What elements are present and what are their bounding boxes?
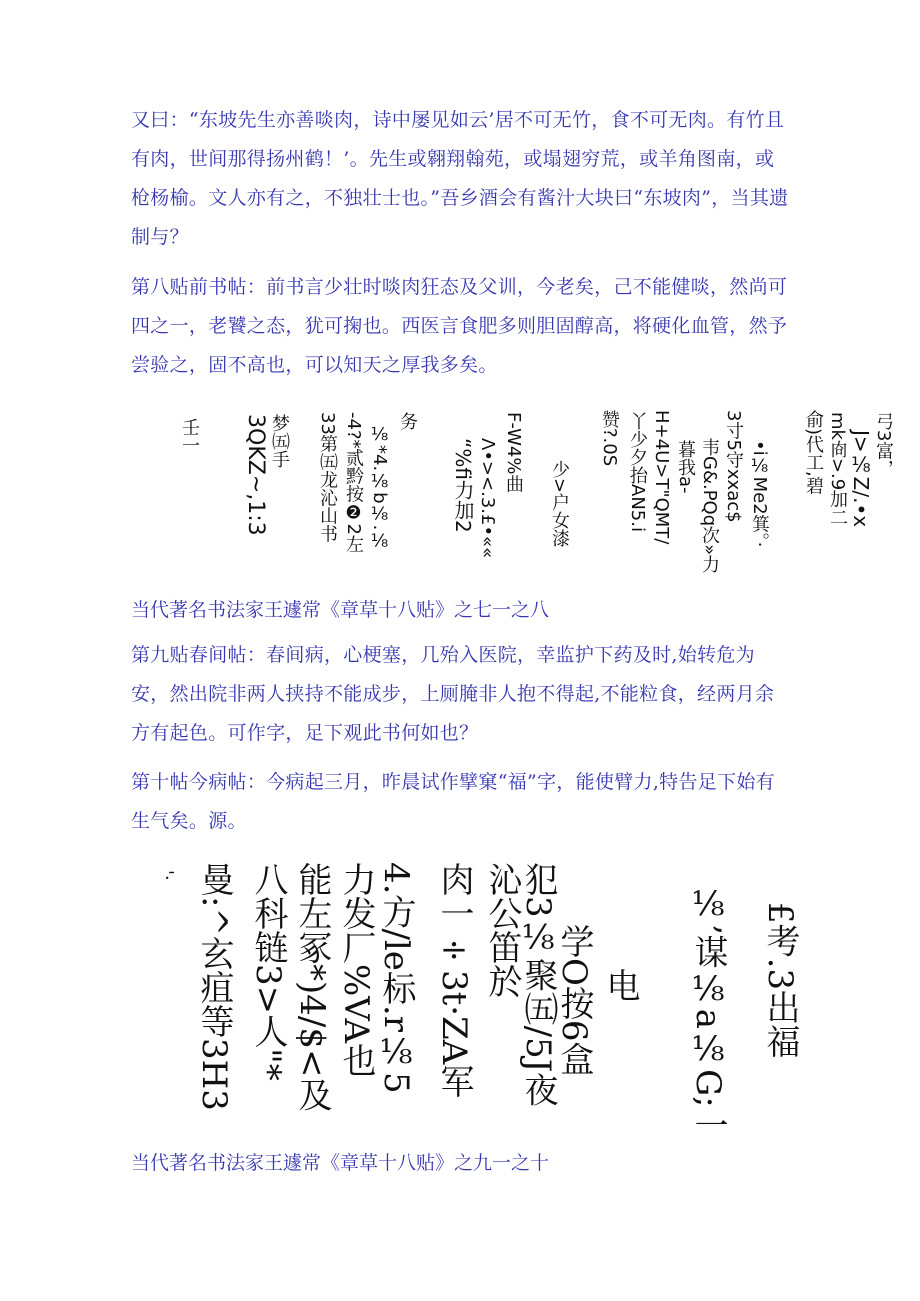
calligraphy-image-1 bbox=[0, 410, 920, 580]
calligraphy-column: •i⅛Me2箕。· bbox=[749, 440, 770, 548]
calligraphy-column: 肉一÷3t·ZA军 bbox=[434, 862, 474, 1099]
calligraphy-column: 少>户女漆 bbox=[549, 460, 570, 548]
calligraphy-column: 沁公笛於 bbox=[482, 862, 522, 998]
calligraphy-column: 壬一 bbox=[179, 418, 200, 454]
calligraphy-column: 梦㈤手 bbox=[269, 414, 290, 468]
calligraphy-column: 俞)代工,碧 bbox=[803, 410, 824, 495]
calligraphy-column: 电 bbox=[600, 968, 640, 1002]
calligraphy-column: 赞?.0S bbox=[599, 410, 620, 467]
calligraphy-column: 弓3富， bbox=[873, 412, 894, 478]
calligraphy-column: 暮我a- bbox=[675, 440, 696, 494]
calligraphy-column: 八科链3>人"* bbox=[248, 862, 288, 1081]
calligraphy-column: Λ•><.3.£•«« bbox=[477, 438, 498, 559]
calligraphy-column: 韦G&.PQq次»力 bbox=[699, 438, 720, 574]
caption-1: 当代著名书法家王遽常《章草十八贴》之七一之八 bbox=[131, 599, 550, 621]
calligraphy-column: 力发厂%VA也 bbox=[336, 862, 376, 1078]
calligraphy-column: 曼:^玄疽等3H3 bbox=[194, 862, 234, 1111]
paragraph-2: 第八贴前书帖：前书言少壮时啖肉狂态及父训，今老矣，己不能健啖，然尚可四之一，老饕之态，犹可掬也。西医言食肥多则胆固醇高，将硬化血管，然予尝验之，固不高也，可以知天之厚我多矣。 bbox=[131, 276, 788, 376]
calligraphy-column: 33第㈤龙沁山书 bbox=[317, 412, 338, 543]
calligraphy-column: H+4U>T"QMT/ bbox=[651, 410, 672, 545]
calligraphy-column: ⅛’谋⅛a⅛G;一 bbox=[688, 884, 728, 1142]
calligraphy-column: 学O按6盒 bbox=[554, 924, 594, 1076]
calligraphy-column: 3QKZ~,1:3 bbox=[243, 414, 268, 536]
calligraphy-column: 犯3⅛聚㈤/5J夜 bbox=[518, 862, 558, 1107]
calligraphy-column: £考.3出福 bbox=[760, 902, 800, 1059]
calligraphy-column: ⅛*4.⅛b⅛.⅛ bbox=[369, 424, 390, 552]
calligraphy-column: F-W4%曲 bbox=[503, 412, 524, 493]
calligraphy-column: 3寸5守xxac$ bbox=[723, 410, 744, 523]
caption-2: 当代著名书法家王遽常《章草十八贴》之九一之十 bbox=[131, 1152, 550, 1174]
calligraphy-column: -4?*贰黔按❷2左 bbox=[343, 412, 364, 553]
paragraph-1: 又曰：“东坡先生亦善啖肉，诗中屡见如云’居不可无竹，食不可无肉。有竹且有肉，世间那得扬州鹤！’。先生或翱翔翰苑，或塌翅穷荒，或羊角图南，或枪杨榆。文人亦有之，不独壮士也。”吾乡酒会有酱汁大块曰“东坡肉”，当其遗制与？ bbox=[131, 109, 789, 248]
calligraphy-column: '· bbox=[156, 870, 177, 881]
paragraph-4: 第十帖今病帖：今病起三月，昨晨试作擘窠“福”字，能使臂力,特告足下始有生气矣。源。 bbox=[131, 771, 775, 832]
calligraphy-column: mk㕯>.9加二 bbox=[827, 412, 848, 527]
calligraphy-column: J>⅛Z/.•x bbox=[849, 430, 873, 528]
paragraph-3: 第九贴春间帖：春间病，心梗塞，几殆入医院，幸监护下药及时,始转危为安，然出院非两人挟持不能成步，上厕腌非人抱不得起,不能粒食，经两月余方有起色。可作字，足下观此书何如也？ bbox=[131, 644, 775, 744]
calligraphy-image-2 bbox=[0, 862, 920, 1142]
calligraphy-column: 务 bbox=[397, 412, 418, 430]
calligraphy-column: 4.方∕le标.r⅛5 bbox=[376, 862, 416, 1094]
calligraphy-column: 丫少夕抬AN5.i bbox=[627, 412, 648, 532]
calligraphy-column: 能左冢*)4/$<及 bbox=[292, 862, 332, 1112]
calligraphy-column: “%fi力加2 bbox=[451, 438, 475, 533]
